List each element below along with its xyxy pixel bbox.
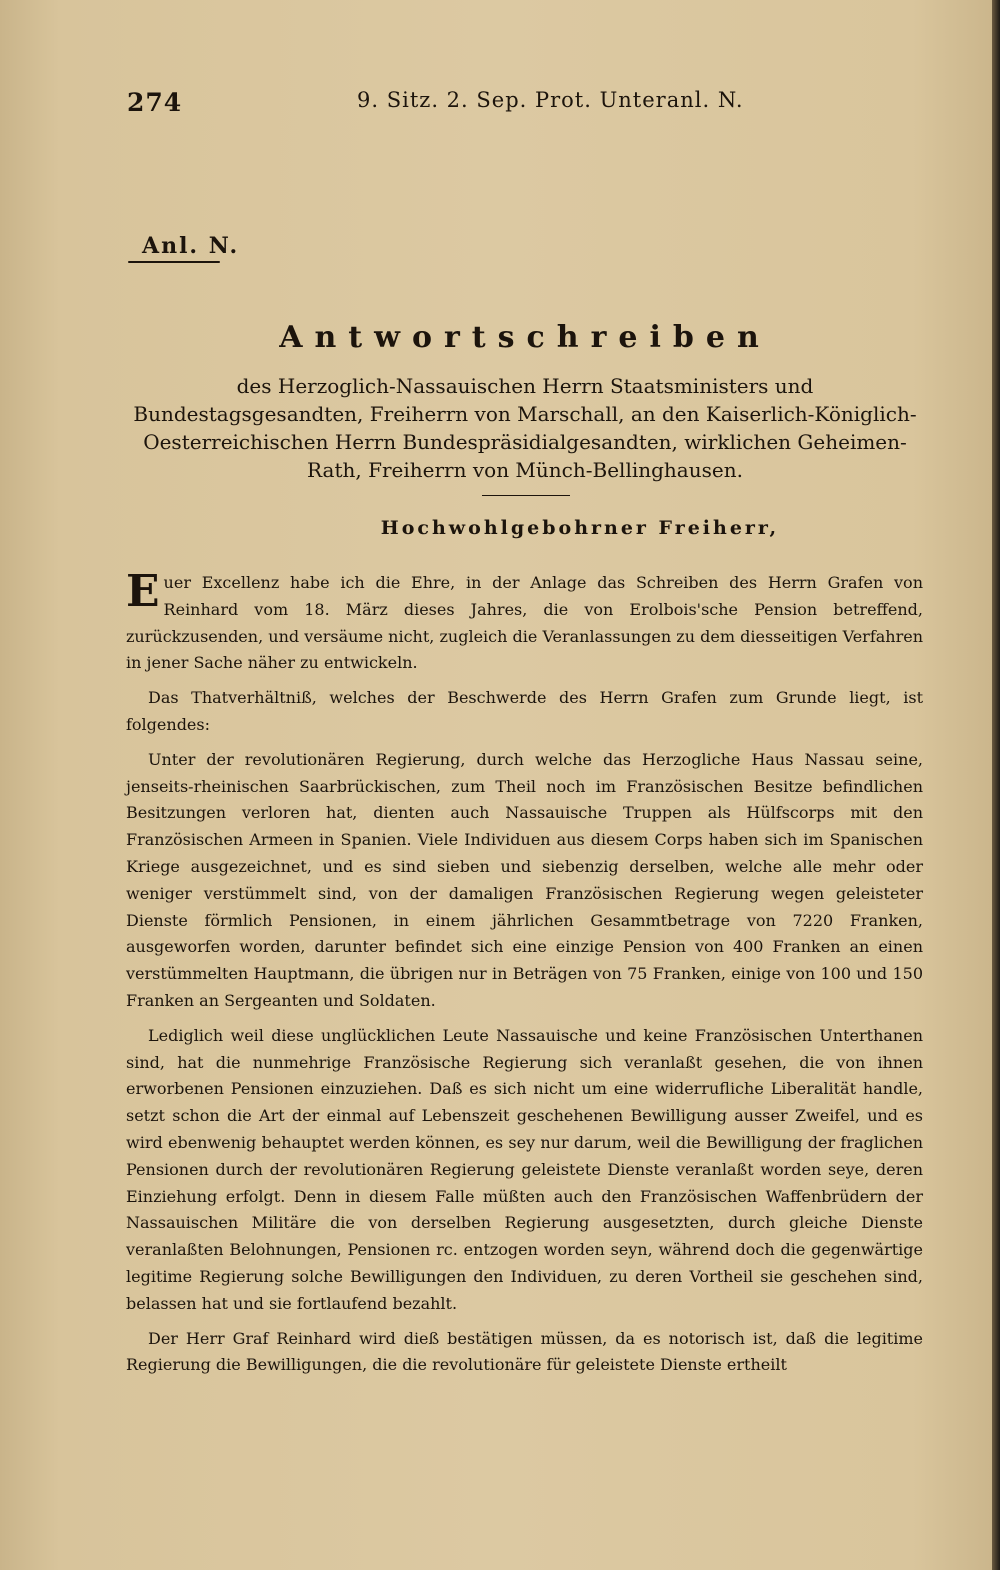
salutation: Hochwohlgebohrner Freiherr, — [380, 517, 780, 539]
paragraph-1-text: uer Excellenz habe ich die Ehre, in der Anlage das Schreiben des Herrn Grafen von Reinhard vom 18. März dieses Jahres, die von Erolbois'sche Pension betreffend, zurückzusenden, und versäume nicht, zugleich die Veranlassungen zu dem diesseitigen Verfahren in jener Sache näher zu entwickeln. — [126, 573, 923, 673]
separator-rule — [482, 495, 570, 496]
address-block: des Herzoglich-Nassauischen Herrn Staatsministers und Bundestagsgesandten, Freiherrn von Marschall, an den Kaiserlich-Königlich-Oesterreichischen Herrn Bundespräsidialgesandten, wirklichen Geheimen-Rath, Freiherrn von Münch-Bellinghausen. — [133, 374, 917, 482]
page-number: 274 — [127, 88, 183, 117]
drop-cap: E — [126, 566, 160, 617]
annex-label: Anl. N. — [142, 233, 240, 259]
document-title: Antwortschreiben — [279, 320, 771, 355]
page-header — [127, 88, 927, 118]
running-head: 9. Sitz. 2. Sep. Prot. Unteranl. N. — [357, 88, 744, 112]
body-text — [126, 566, 923, 1387]
paragraph-3: Unter der revolutionären Regierung, durch welche das Herzogliche Haus Nassau seine, jenseits-rheinischen Saarbrückischen, zum Theil noch im Französischen Besitze befindlichen Besitzungen verloren hat, dienten auch Nassauische Truppen als Hülfscorps mit den Französischen Armeen in Spanien. Viele Individuen aus diesem Corps haben sich im Spanischen Kriege ausgezeichnet, und es sind sieben und siebenzig derselben, welche alle mehr oder weniger verstümmelt sind, von der damaligen Französischen Regierung wegen geleisteter Dienste förmlich Pensionen, in einem jährlichen Gesammtbetrage von 7220 Franken, ausgeworfen worden, darunter befindet sich eine einzige Pension von 400 Franken an einen verstümmelten Hauptmann, die übrigen nur in Beträgen von 75 Franken, einige von 100 und 150 Franken an Sergeanten und Soldaten. — [126, 749, 923, 1010]
paragraph-4: Lediglich weil diese unglücklichen Leute Nassauische und keine Französischen Unterthanen sind, hat die nunmehrige Französische Regierung sich veranlaßt gesehen, die von ihnen erworbenen Pensionen einzuziehen. Daß es sich nicht um eine widerrufliche Liberalität handle, setzt schon die Art der einmal auf Lebenszeit geschehenen Bewilligung ausser Zweifel, und es wird ebenwenig behauptet werden können, es sey nur darum, weil die Bewilligung der fraglichen Pensionen durch der revolutionären Regierung geleistete Dienste veranlaßt worden seye, deren Einziehung erfolgt. Denn in diesem Falle müßten auch den Französischen Waffenbrüdern der Nassauischen Militäre die von derselben Regierung ausgesetzten, durch gleiche Dienste veranlaßten Belohnungen, Pensionen rc. entzogen worden seyn, während doch die gegenwärtige legitime Regierung solche Bewilligungen den Individuen, zu deren Vortheil sie geschehen sind, belassen hat und sie fortlaufend bezahlt. — [126, 1025, 923, 1313]
annex-label-underline — [128, 261, 220, 263]
book-edge — [992, 0, 1000, 1570]
paragraph-2: Das Thatverhältniß, welches der Beschwerde des Herrn Grafen zum Grunde liegt, ist folgendes: — [126, 688, 923, 734]
paragraph-5: Der Herr Graf Reinhard wird dieß bestätigen müssen, da es notorisch ist, daß die legitime Regierung die Bewilligungen, die die revolutionäre für geleistete Dienste ertheilt — [126, 1328, 923, 1375]
paragraph-1 — [126, 566, 923, 677]
